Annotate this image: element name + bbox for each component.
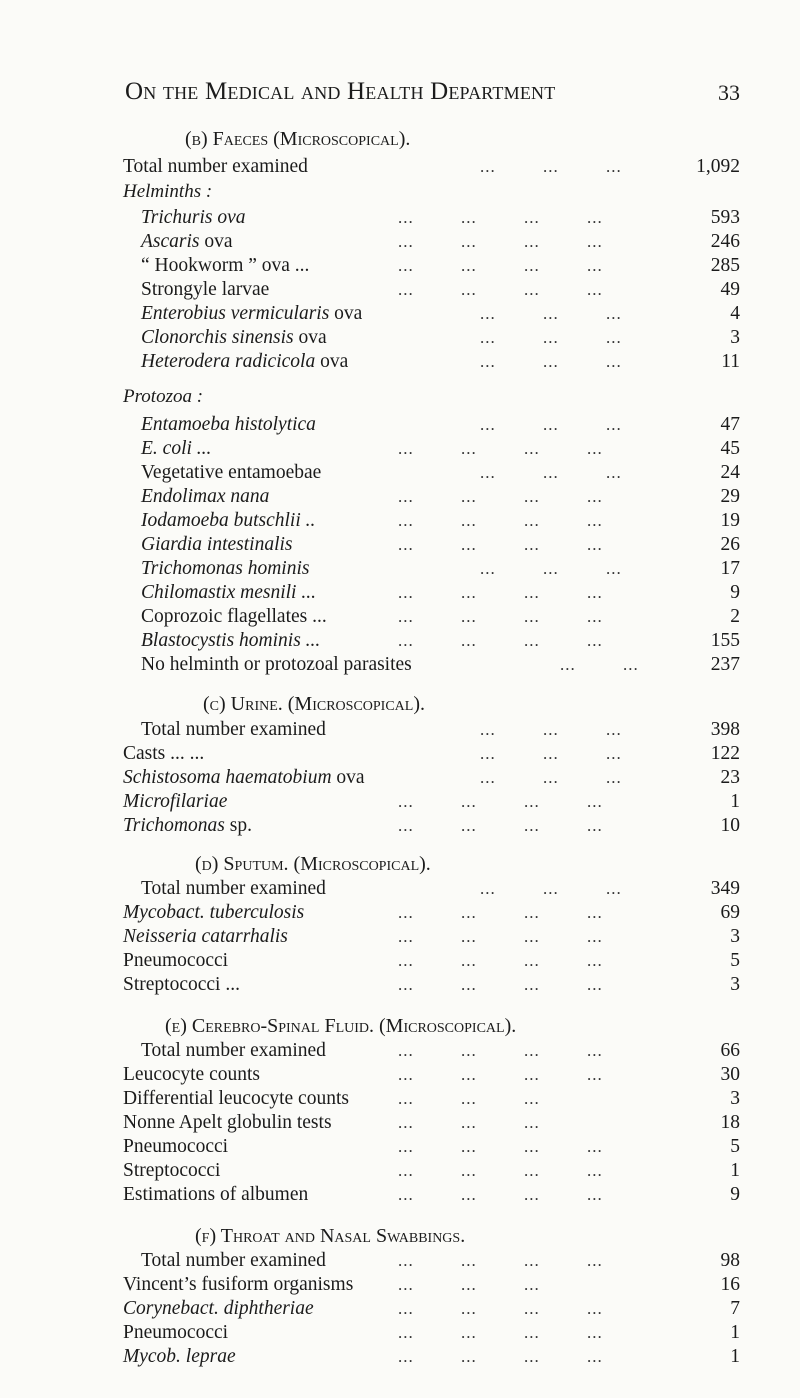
table-row bbox=[0, 230, 800, 254]
table-row bbox=[0, 877, 800, 901]
row-label: Giardia intestinalis bbox=[141, 534, 293, 555]
leader-dots: ... ... ... ... bbox=[398, 439, 603, 458]
table-row bbox=[0, 790, 800, 814]
row-value: 11 bbox=[721, 351, 740, 372]
table-row bbox=[0, 1087, 800, 1111]
leader-dots: ... ... ... bbox=[398, 1113, 540, 1132]
row-label: E. coli ... bbox=[141, 438, 212, 459]
leader-dots: ... ... ... ... bbox=[398, 1065, 603, 1084]
row-value: 593 bbox=[710, 207, 740, 228]
row-value: 285 bbox=[710, 255, 740, 276]
section-title-faeces: (b) Faeces (Microscopical). bbox=[185, 128, 411, 150]
leader-dots: ... ... ... bbox=[398, 1089, 540, 1108]
table-row bbox=[0, 653, 800, 677]
table-row bbox=[0, 413, 800, 437]
row-value: 7 bbox=[730, 1298, 740, 1319]
leader-dots: ... ... ... bbox=[480, 720, 622, 739]
row-value: 26 bbox=[720, 534, 740, 555]
row-value: 1,092 bbox=[696, 156, 740, 177]
leader-dots: ... ... bbox=[560, 655, 639, 674]
row-value: 1 bbox=[730, 791, 740, 812]
table-row bbox=[0, 629, 800, 653]
row-label: Estimations of albumen bbox=[123, 1184, 309, 1205]
row-label: Trichuris ova bbox=[141, 207, 246, 228]
row-value: 2 bbox=[730, 606, 740, 627]
row-value: 237 bbox=[710, 654, 740, 675]
leader-dots: ... ... ... ... bbox=[398, 1161, 603, 1180]
section-title-sputum: (d) Sputum. (Microscopical). bbox=[195, 853, 431, 875]
table-row bbox=[0, 581, 800, 605]
row-value: 398 bbox=[710, 719, 740, 740]
row-value: 3 bbox=[730, 974, 740, 995]
row-value: 1 bbox=[730, 1160, 740, 1181]
table-row bbox=[0, 278, 800, 302]
row-value: 1 bbox=[730, 1346, 740, 1367]
leader-dots: ... ... ... ... bbox=[398, 232, 603, 251]
leader-dots: ... ... ... ... bbox=[398, 1137, 603, 1156]
leader-dots: ... ... ... bbox=[480, 559, 622, 578]
leader-dots: ... ... ... ... bbox=[398, 975, 603, 994]
leader-dots: ... ... ... ... bbox=[398, 1323, 603, 1342]
row-value: 18 bbox=[720, 1112, 740, 1133]
row-value: 1 bbox=[730, 1322, 740, 1343]
row-label: Mycob. leprae bbox=[123, 1346, 236, 1367]
row-value: 3 bbox=[730, 327, 740, 348]
leader-dots: ... ... ... ... bbox=[398, 256, 603, 275]
row-label: Endolimax nana bbox=[141, 486, 270, 507]
table-row bbox=[0, 206, 800, 230]
table-row bbox=[0, 155, 800, 179]
leader-dots: ... ... ... ... bbox=[398, 208, 603, 227]
row-value: 5 bbox=[730, 1136, 740, 1157]
leader-dots: ... ... ... ... bbox=[398, 1347, 603, 1366]
leader-dots: ... ... ... bbox=[480, 352, 622, 371]
leader-dots: ... ... ... bbox=[398, 1275, 540, 1294]
table-row bbox=[0, 949, 800, 973]
table-row bbox=[0, 1297, 800, 1321]
table-row bbox=[0, 533, 800, 557]
table-row bbox=[0, 350, 800, 374]
row-label: Enterobius vermicularis ova bbox=[141, 303, 363, 324]
leader-dots: ... ... ... ... bbox=[398, 607, 603, 626]
row-label: Coprozoic flagellates ... bbox=[141, 606, 327, 627]
table-row bbox=[0, 302, 800, 326]
row-label: Microfilariae bbox=[123, 791, 228, 812]
table-row bbox=[0, 973, 800, 997]
leader-dots: ... ... ... ... bbox=[398, 511, 603, 530]
table-row bbox=[0, 557, 800, 581]
row-value: 30 bbox=[720, 1064, 740, 1085]
table-row bbox=[0, 1183, 800, 1207]
leader-dots: ... ... ... ... bbox=[398, 583, 603, 602]
row-value: 4 bbox=[730, 303, 740, 324]
row-value: 66 bbox=[720, 1040, 740, 1061]
row-value: 98 bbox=[720, 1250, 740, 1271]
table-row bbox=[0, 605, 800, 629]
row-value: 16 bbox=[720, 1274, 740, 1295]
table-row bbox=[0, 1249, 800, 1273]
table-row bbox=[0, 766, 800, 790]
row-value: 19 bbox=[720, 510, 740, 531]
row-value: 47 bbox=[720, 414, 740, 435]
leader-dots: ... ... ... bbox=[480, 157, 622, 176]
leader-dots: ... ... ... ... bbox=[398, 816, 603, 835]
row-value: 349 bbox=[710, 878, 740, 899]
row-label: Leucocyte counts bbox=[123, 1064, 260, 1085]
leader-dots: ... ... ... bbox=[480, 768, 622, 787]
row-label: Schistosoma haematobium ova bbox=[123, 767, 365, 788]
row-value: 45 bbox=[720, 438, 740, 459]
leader-dots: ... ... ... ... bbox=[398, 951, 603, 970]
section-title-throat: (f) Throat and Nasal Swabbings. bbox=[195, 1225, 466, 1247]
row-label: Streptococci bbox=[123, 1160, 221, 1181]
row-label: Clonorchis sinensis ova bbox=[141, 327, 327, 348]
table-row bbox=[0, 1345, 800, 1369]
row-label: Ascaris ova bbox=[141, 231, 233, 252]
row-value: 9 bbox=[730, 1184, 740, 1205]
row-label: Vegetative entamoebae bbox=[141, 462, 322, 483]
row-value: 246 bbox=[710, 231, 740, 252]
row-value: 24 bbox=[720, 462, 740, 483]
leader-dots: ... ... ... ... bbox=[398, 927, 603, 946]
leader-dots: ... ... ... ... bbox=[398, 280, 603, 299]
section-title-csf: (e) Cerebro-Spinal Fluid. (Microscopical). bbox=[165, 1015, 517, 1037]
leader-dots: ... ... ... bbox=[480, 304, 622, 323]
row-label: Pneumococci bbox=[123, 950, 229, 971]
table-row bbox=[0, 1063, 800, 1087]
table-row bbox=[0, 437, 800, 461]
leader-dots: ... ... ... bbox=[480, 744, 622, 763]
row-label: Entamoeba histolytica bbox=[141, 414, 316, 435]
leader-dots: ... ... ... bbox=[480, 463, 622, 482]
row-label: Differential leucocyte counts bbox=[123, 1088, 349, 1109]
row-label: Total number examined bbox=[123, 156, 308, 177]
row-value: 9 bbox=[730, 582, 740, 603]
table-row bbox=[0, 1039, 800, 1063]
table-row bbox=[0, 925, 800, 949]
row-label: Mycobact. tuberculosis bbox=[123, 902, 305, 923]
row-label: Chilomastix mesnili ... bbox=[141, 582, 316, 603]
leader-dots: ... ... ... ... bbox=[398, 1041, 603, 1060]
leader-dots: ... ... ... ... bbox=[398, 903, 603, 922]
row-value: 49 bbox=[720, 279, 740, 300]
subheading-helminths: Helminths : bbox=[123, 181, 213, 202]
subheading-protozoa: Protozoa : bbox=[123, 386, 204, 407]
table-row bbox=[0, 718, 800, 742]
table-row bbox=[0, 1111, 800, 1135]
row-label: Total number examined bbox=[141, 1040, 326, 1061]
table-row bbox=[0, 1135, 800, 1159]
table-row bbox=[0, 509, 800, 533]
running-head bbox=[125, 78, 740, 110]
row-value: 29 bbox=[720, 486, 740, 507]
table-row bbox=[0, 901, 800, 925]
row-label: Heterodera radicicola ova bbox=[141, 351, 349, 372]
row-value: 3 bbox=[730, 1088, 740, 1109]
table-row bbox=[0, 254, 800, 278]
table-row bbox=[0, 742, 800, 766]
row-label: Pneumococci bbox=[123, 1322, 229, 1343]
table-row bbox=[0, 1273, 800, 1297]
table-row bbox=[0, 1321, 800, 1345]
leader-dots: ... ... ... ... bbox=[398, 1185, 603, 1204]
row-label: Neisseria catarrhalis bbox=[123, 926, 288, 947]
row-label: Iodamoeba butschlii .. bbox=[141, 510, 316, 531]
section-title-urine: (c) Urine. (Microscopical). bbox=[203, 693, 425, 715]
table-row bbox=[0, 1159, 800, 1183]
row-value: 69 bbox=[720, 902, 740, 923]
row-label: No helminth or protozoal parasites bbox=[141, 654, 412, 675]
leader-dots: ... ... ... ... bbox=[398, 1251, 603, 1270]
table-row bbox=[0, 485, 800, 509]
leader-dots: ... ... ... bbox=[480, 415, 622, 434]
row-label: Strongyle larvae bbox=[141, 279, 270, 300]
row-label: Total number examined bbox=[141, 1250, 326, 1271]
row-value: 122 bbox=[710, 743, 740, 764]
row-label: Total number examined bbox=[141, 719, 326, 740]
leader-dots: ... ... ... ... bbox=[398, 535, 603, 554]
table-row bbox=[0, 461, 800, 485]
row-label: “ Hookworm ” ova ... bbox=[141, 255, 310, 276]
row-value: 155 bbox=[710, 630, 740, 651]
leader-dots: ... ... ... bbox=[480, 879, 622, 898]
row-label: Streptococci ... bbox=[123, 974, 240, 995]
leader-dots: ... ... ... ... bbox=[398, 792, 603, 811]
row-label: Trichomonas hominis bbox=[141, 558, 310, 579]
table-row bbox=[0, 814, 800, 838]
row-label: Nonne Apelt globulin tests bbox=[123, 1112, 332, 1133]
row-value: 3 bbox=[730, 926, 740, 947]
row-value: 5 bbox=[730, 950, 740, 971]
leader-dots: ... ... ... ... bbox=[398, 631, 603, 650]
leader-dots: ... ... ... ... bbox=[398, 487, 603, 506]
row-value: 10 bbox=[720, 815, 740, 836]
row-value: 17 bbox=[720, 558, 740, 579]
row-value: 23 bbox=[720, 767, 740, 788]
leader-dots: ... ... ... bbox=[480, 328, 622, 347]
page-number: 33 bbox=[718, 80, 740, 105]
row-label: Total number examined bbox=[141, 878, 326, 899]
row-label: Casts ... ... bbox=[123, 743, 205, 764]
row-label: Corynebact. diphtheriae bbox=[123, 1298, 314, 1319]
running-head-title: On the Medical and Health Department bbox=[125, 78, 556, 105]
row-label: Trichomonas sp. bbox=[123, 815, 252, 836]
row-label: Vincent’s fusiform organisms bbox=[123, 1274, 354, 1295]
table-row bbox=[0, 326, 800, 350]
leader-dots: ... ... ... ... bbox=[398, 1299, 603, 1318]
row-label: Blastocystis hominis ... bbox=[141, 630, 321, 651]
row-label: Pneumococci bbox=[123, 1136, 229, 1157]
